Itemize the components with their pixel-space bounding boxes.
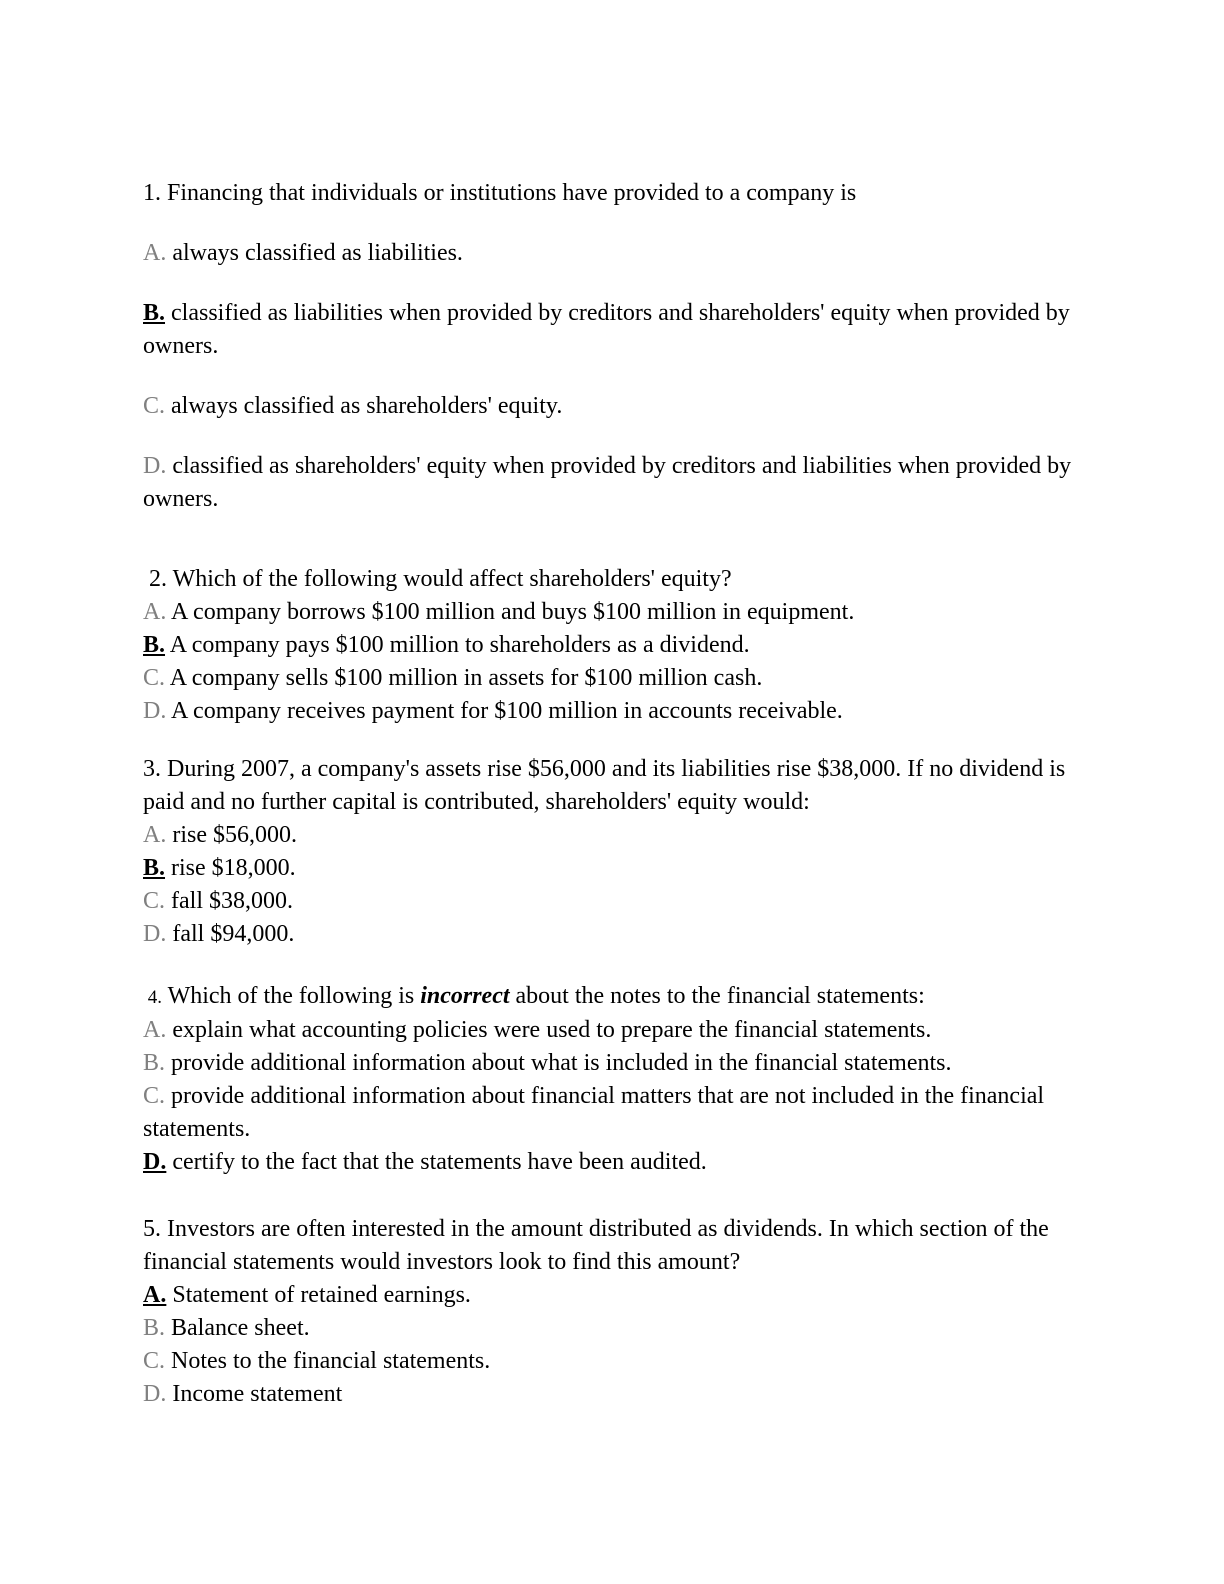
question-text-segment: Investors are often interested in the amount distributed as dividends. In which section of the financial statements would investors look to find this amount?: [143, 1216, 1049, 1275]
answer-option-letter: D.: [143, 453, 167, 479]
answer-option: [143, 596, 1081, 629]
answer-option: [143, 1345, 1081, 1378]
answer-option: [143, 1014, 1081, 1047]
answer-option-text: Statement of retained earnings.: [172, 1282, 471, 1308]
question-number: 4.: [143, 987, 162, 1008]
answer-option-letter-correct: B.: [143, 855, 166, 881]
answer-option: [143, 390, 1081, 423]
question-number: 1.: [143, 180, 161, 206]
answer-option-text: rise $18,000.: [171, 855, 296, 881]
answer-option: [143, 1047, 1081, 1080]
question-text-segment: Which of the following is: [167, 983, 421, 1009]
answer-option: [143, 852, 1081, 885]
answer-option-letter-correct: B.: [143, 300, 166, 326]
answer-option-letter: A.: [143, 599, 167, 625]
answer-option-letter-correct: B.: [143, 632, 166, 658]
answer-option-letter: A.: [143, 1017, 167, 1043]
answer-option-text: fall $94,000.: [172, 921, 295, 947]
question-block: [143, 177, 1081, 516]
question-text: [143, 1213, 1081, 1279]
answer-option-letter-correct: A.: [143, 1282, 167, 1308]
answer-option-text: classified as shareholders' equity when provided by creditors and liabilities when provided by owners.: [143, 453, 1072, 512]
answer-option-letter: A.: [143, 240, 167, 266]
answer-option-letter: C.: [143, 1083, 166, 1109]
answer-option-letter: D.: [143, 698, 167, 724]
question-block: [143, 753, 1081, 951]
answer-option-text: rise $56,000.: [172, 822, 297, 848]
answer-option: [143, 819, 1081, 852]
answer-option-letter: C.: [143, 1348, 166, 1374]
answer-option: [143, 237, 1081, 270]
answer-option-text: always classified as shareholders' equity.: [171, 393, 563, 419]
answer-option-text: explain what accounting policies were used to prepare the financial statements.: [172, 1017, 932, 1043]
question-text-segment: about the notes to the financial statements:: [509, 983, 925, 1009]
answer-option-letter-correct: D.: [143, 1149, 167, 1175]
answer-option-text: provide additional information about what is included in the financial statements.: [171, 1050, 952, 1076]
answer-option: [143, 297, 1081, 363]
question-block: [143, 1213, 1081, 1411]
answer-option-letter: D.: [143, 1381, 167, 1407]
answer-option-letter: A.: [143, 822, 167, 848]
answer-option-text: fall $38,000.: [171, 888, 293, 914]
question-number: 2.: [143, 566, 167, 592]
question-number: 5.: [143, 1216, 161, 1242]
question-text: [143, 753, 1081, 819]
answer-option: [143, 885, 1081, 918]
answer-option-text: Balance sheet.: [171, 1315, 310, 1341]
answer-option: [143, 695, 1081, 728]
answer-option: [143, 662, 1081, 695]
answer-option: [143, 629, 1081, 662]
answer-option-text: A company pays $100 million to shareholders as a dividend.: [169, 632, 750, 658]
answer-option-letter: B.: [143, 1315, 166, 1341]
question-text-segment: During 2007, a company's assets rise $56,000 and its liabilities rise $38,000. If no dividend is paid and no further capital is contributed, shareholders' equity would:: [143, 756, 1066, 815]
answer-option: [143, 1378, 1081, 1411]
question-text: [143, 563, 1081, 596]
answer-option: [143, 450, 1081, 516]
answer-option-letter: C.: [143, 888, 166, 914]
answer-option: [143, 918, 1081, 951]
answer-option-letter: C.: [143, 393, 166, 419]
answer-option-letter: C.: [143, 665, 166, 691]
answer-option-text: certify to the fact that the statements have been audited.: [172, 1149, 707, 1175]
question-text: [143, 980, 1081, 1014]
answer-option: [143, 1080, 1081, 1146]
answer-option-text: provide additional information about financial matters that are not included in the financial statements.: [143, 1083, 1045, 1142]
answer-option-text: always classified as liabilities.: [172, 240, 463, 266]
answer-option-text: classified as liabilities when provided by creditors and shareholders' equity when provided by owners.: [143, 300, 1070, 359]
question-text-segment: Which of the following would affect shareholders' equity?: [172, 566, 732, 592]
question-text-segment: Financing that individuals or institutions have provided to a company is: [167, 180, 857, 206]
answer-option-text: Notes to the financial statements.: [171, 1348, 491, 1374]
answer-option-text: A company sells $100 million in assets for $100 million cash.: [169, 665, 763, 691]
question-number: 3.: [143, 756, 161, 782]
question-block: [143, 980, 1081, 1179]
question-text: [143, 177, 1081, 210]
answer-option-text: Income statement: [172, 1381, 343, 1407]
answer-option-letter: B.: [143, 1050, 166, 1076]
question-block: [143, 563, 1081, 728]
question-text-segment: incorrect: [420, 983, 510, 1009]
answer-option: [143, 1146, 1081, 1179]
answer-option: [143, 1279, 1081, 1312]
answer-option-text: A company borrows $100 million and buys $100 million in equipment.: [171, 599, 855, 625]
answer-option-text: A company receives payment for $100 million in accounts receivable.: [171, 698, 843, 724]
answer-option: [143, 1312, 1081, 1345]
answer-option-letter: D.: [143, 921, 167, 947]
